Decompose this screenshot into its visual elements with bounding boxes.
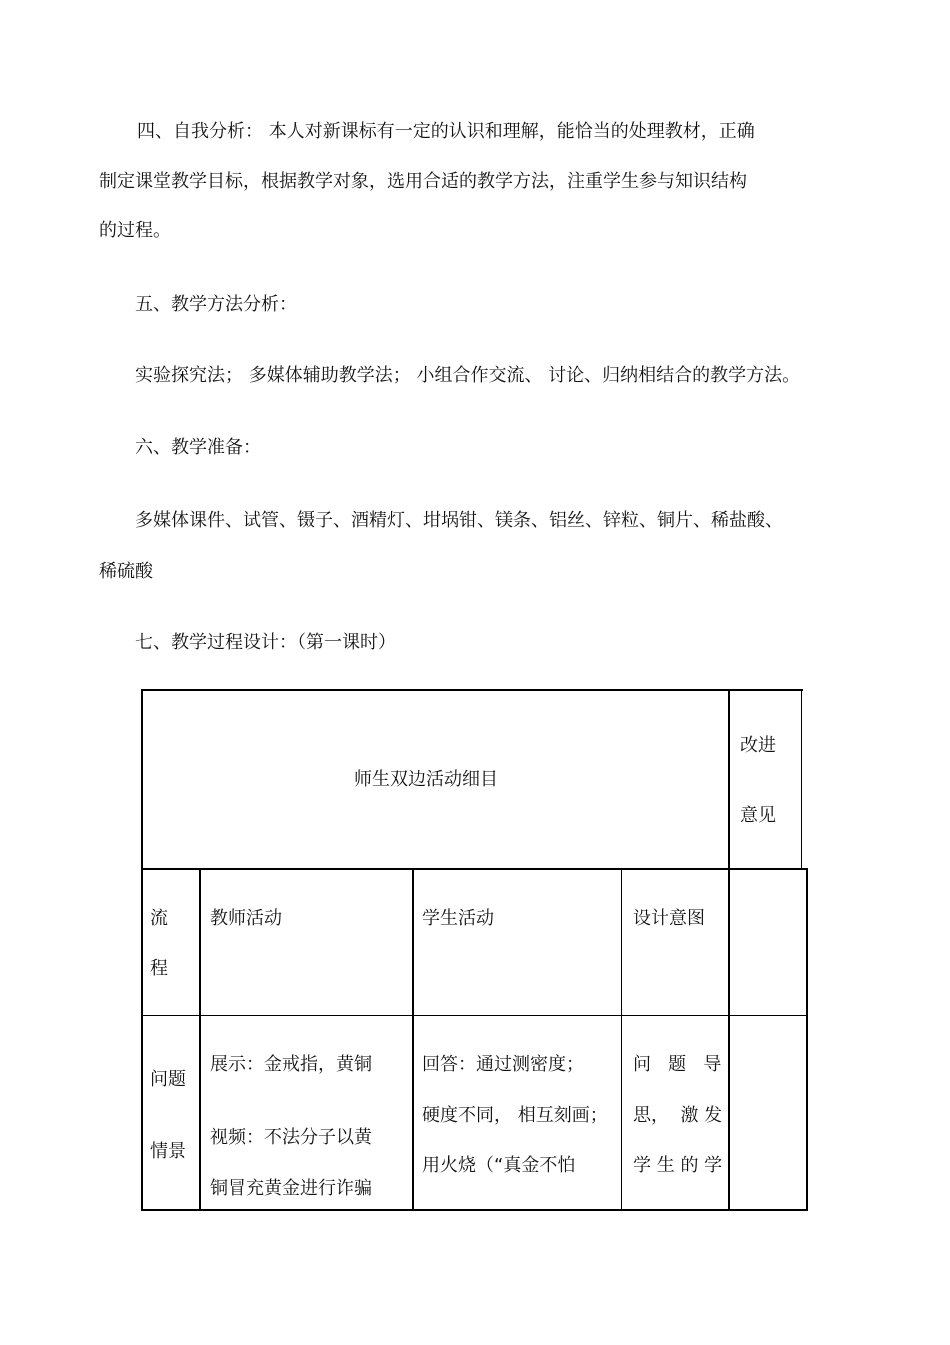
improve-label-line1: 改进: [740, 735, 776, 756]
row1-teacher-1: 展示：金戒指，黄铜: [210, 1054, 372, 1075]
row1-student-1: 回答：通过测密度；: [422, 1054, 584, 1075]
row1-process-2: 情景: [150, 1141, 186, 1162]
table-col-divider-3: [621, 868, 622, 1211]
row1-intent-1: 问 题 导: [633, 1054, 722, 1075]
table-border-bottom: [141, 1209, 808, 1211]
row1-intent-2: 思， 激 发: [633, 1105, 723, 1126]
section5-body: 实验探究法； 多媒体辅助教学法； 小组合作交流、 讨论、归纳相结合的教学方法。: [135, 365, 801, 386]
table-rule-row1: [141, 1015, 808, 1016]
table-rule-header: [141, 868, 808, 870]
row1-intent-3: 学 生 的 学: [633, 1155, 723, 1176]
section6-line2: 稀硫酸: [99, 561, 153, 582]
header-teacher: 教师活动: [210, 908, 282, 929]
section6-heading: 六、教学准备：: [135, 437, 261, 458]
table-col-divider-4: [728, 689, 730, 1211]
section4-line2: 制定课堂教学目标，根据教学对象，选用合适的教学方法，注重学生参与知识结构: [99, 171, 747, 192]
table-border-right: [806, 868, 808, 1211]
section4-line3: 的过程。: [99, 220, 171, 241]
improve-label-line2: 意见: [740, 805, 776, 826]
header-process-2: 程: [150, 958, 168, 979]
row1-student-3: 用火烧（“真金不怕: [422, 1155, 576, 1176]
row1-process-1: 问题: [150, 1069, 186, 1090]
row1-teacher-3: 铜冒充黄金进行诈骗: [210, 1178, 372, 1199]
row1-student-2: 硬度不同， 相互刻画；: [422, 1105, 608, 1126]
section4-line1: 四、自我分析： 本人对新课标有一定的认识和理解，能恰当的处理教材，正确: [137, 121, 755, 142]
section5-heading: 五、教学方法分析：: [135, 294, 297, 315]
table-border-left: [141, 689, 143, 1211]
header-process-1: 流: [150, 908, 168, 929]
section6-line1: 多媒体课件、试管、镊子、酒精灯、坩埚钳、镁条、铝丝、锌粒、铜片、稀盐酸、: [135, 510, 783, 531]
header-student: 学生活动: [422, 908, 494, 929]
table-improve-col-right: [801, 689, 802, 870]
table-border-top: [141, 689, 803, 691]
table-title: 师生双边活动细目: [354, 769, 498, 790]
header-intent: 设计意图: [633, 908, 705, 929]
section7-heading: 七、教学过程设计：（第一课时）: [135, 632, 396, 653]
table-col-divider-2: [412, 868, 414, 1211]
row1-teacher-2: 视频：不法分子以黄: [210, 1127, 372, 1148]
table-col-divider-1: [199, 868, 201, 1211]
